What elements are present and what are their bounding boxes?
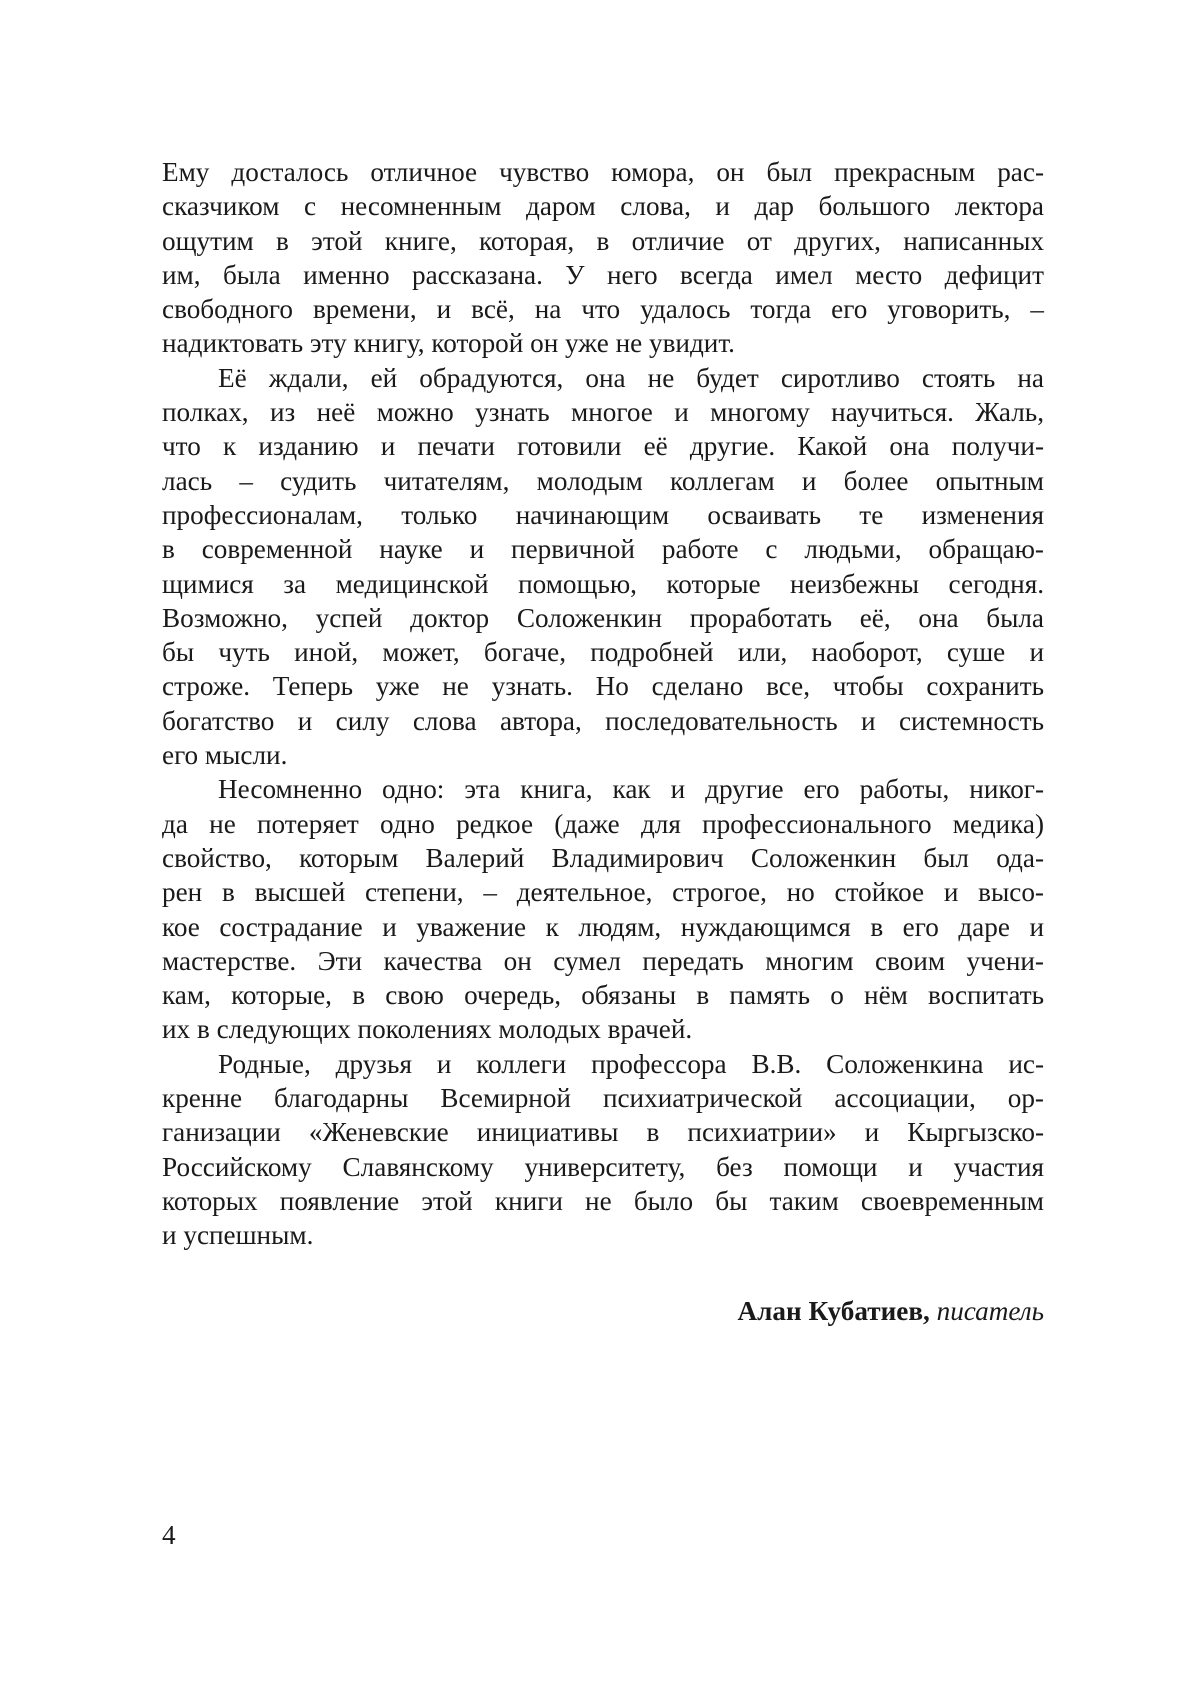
text-line: свободного времени, и всё, на что удалось тогда его уговорить, – bbox=[162, 294, 1044, 325]
text-line: Несомненно одно: эта книга, как и другие его работы, никог- bbox=[218, 774, 1044, 805]
text-line: Родные, друзья и коллеги профессора В.В. Соложенкина ис- bbox=[218, 1048, 1044, 1079]
paragraph bbox=[162, 155, 1044, 361]
text-line: надиктовать эту книгу, которой он уже не увидит. bbox=[162, 328, 735, 359]
text-line: лась – судить читателям, молодым коллегам и более опытным bbox=[162, 465, 1044, 496]
text-line: кам, которые, в свою очередь, обязаны в память о нём воспитать bbox=[162, 980, 1044, 1011]
page-number: 4 bbox=[162, 1520, 176, 1550]
text-line: его мысли. bbox=[162, 740, 288, 771]
text-line: богатство и силу слова автора, последовательность и системность bbox=[162, 705, 1044, 736]
text-line: строже. Теперь уже не узнать. Но сделано все, чтобы сохранить bbox=[162, 671, 1044, 702]
text-line: в современной науке и первичной работе с людьми, обращаю- bbox=[162, 534, 1044, 565]
text-line: и успешным. bbox=[162, 1220, 314, 1251]
text-line: Российскому Славянскому университету, без помощи и участия bbox=[162, 1151, 1044, 1182]
text-line: мастерстве. Эти качества он сумел передать многим своим учени- bbox=[162, 945, 1044, 976]
text-line: их в следующих поколениях молодых врачей. bbox=[162, 1014, 693, 1045]
text-line: ганизации «Женевские инициативы в психиатрии» и Кыргызско- bbox=[162, 1117, 1044, 1148]
body-text bbox=[162, 155, 1044, 1253]
text-line: Ему досталось отличное чувство юмора, он был прекрасным рас- bbox=[162, 157, 1044, 187]
text-line: сказчиком с несомненным даром слова, и дар большого лектора bbox=[162, 191, 1044, 222]
text-line: бы чуть иной, может, богаче, подробней или, наоборот, суше и bbox=[162, 637, 1044, 668]
paragraph bbox=[162, 1047, 1044, 1253]
text-line: ощутим в этой книге, которая, в отличие от других, написанных bbox=[162, 225, 1044, 256]
text-line: Возможно, успей доктор Соложенкин проработать её, она была bbox=[162, 602, 1044, 633]
signature-role: писатель bbox=[936, 1296, 1044, 1326]
text-line: щимися за медицинской помощью, которые неизбежны сегодня. bbox=[162, 568, 1044, 599]
paragraph bbox=[162, 361, 1044, 773]
text-line: профессионалам, только начинающим осваивать те изменения bbox=[162, 499, 1044, 530]
text-line: что к изданию и печати готовили её другие. Какой она получи- bbox=[162, 431, 1044, 462]
text-line: Её ждали, ей обрадуются, она не будет сиротливо стоять на bbox=[218, 362, 1044, 393]
text-line: полках, из неё можно узнать многое и многому научиться. Жаль, bbox=[162, 397, 1044, 428]
text-line: им, была именно рассказана. У него всегда имел место дефицит bbox=[162, 259, 1044, 290]
signature bbox=[738, 1294, 1044, 1328]
signature-author: Алан Кубатиев, bbox=[737, 1296, 930, 1326]
text-line: кренне благодарны Всемирной психиатрической ассоциации, ор- bbox=[162, 1083, 1044, 1114]
text-line: которых появление этой книги не было бы таким своевременным bbox=[162, 1185, 1044, 1216]
text-line: да не потеряет одно редкое (даже для профессионального медика) bbox=[162, 808, 1044, 839]
text-line: кое сострадание и уважение к людям, нуждающимся в его даре и bbox=[162, 911, 1044, 942]
text-line: свойство, которым Валерий Владимирович Соложенкин был ода- bbox=[162, 842, 1044, 873]
text-line: рен в высшей степени, – деятельное, строгое, но стойкое и высо- bbox=[162, 877, 1044, 908]
paragraph bbox=[162, 772, 1044, 1046]
